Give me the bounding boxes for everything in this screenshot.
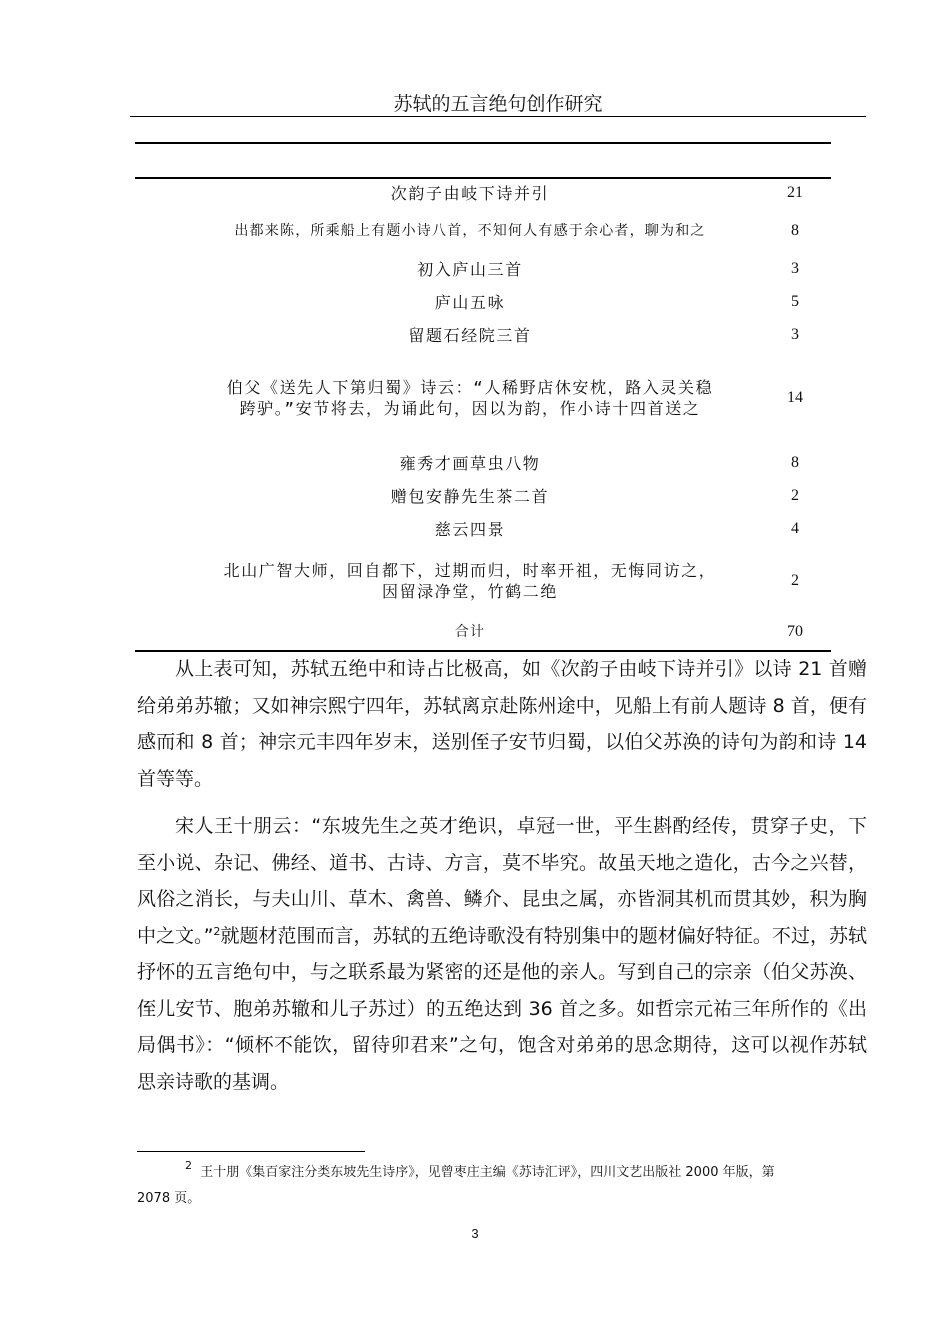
poem-title: 慈云四景 <box>434 519 506 539</box>
total-label: 合计 <box>454 623 486 640</box>
poem-title-line: 北山广智大师，回自都下，过期而归，时率开祖，无悔同访之， <box>223 561 717 580</box>
table-top-rule <box>135 142 831 144</box>
poem-title <box>135 560 805 602</box>
poem-title: 庐山五咏 <box>434 292 506 312</box>
poem-count: 3 <box>791 260 799 277</box>
paragraph-2-quote: 宋人王十朋云：“东坡先生之英才绝识，卓冠一世，平生斟酌经传，贯穿子史，下至小说、杂记、佛经、道书、古诗、方言，莫不毕究。故虽天地之造化，古今之兴替，风俗之消长，与夫山川、草木、禽兽、鳞介、昆虫之属，亦皆洞其机而贯其妙，积为胸中之文。” <box>137 815 867 947</box>
poem-count: 2 <box>791 572 799 589</box>
paragraph-2 <box>137 808 867 1100</box>
poem-count: 4 <box>791 520 799 537</box>
poem-count: 21 <box>787 184 803 201</box>
footnote <box>137 1160 837 1212</box>
table-header-rule <box>135 177 831 179</box>
footnote-number: 2 <box>185 1159 192 1172</box>
table-row <box>135 219 831 243</box>
table-row <box>135 375 831 421</box>
poem-title: 次韵子由岐下诗并引 <box>390 183 550 203</box>
poem-title-line: 跨驴。”安节将去，为诵此句，因以为韵，作小诗十四首送之 <box>239 399 701 418</box>
table-row <box>135 558 831 604</box>
table-row <box>135 323 831 347</box>
poem-title <box>135 377 805 419</box>
page-number: 3 <box>471 1226 479 1241</box>
poem-title-line: 因留渌净堂，竹鹤二绝 <box>381 582 558 601</box>
total-count: 70 <box>787 623 803 640</box>
table-row <box>135 451 831 475</box>
poem-count: 8 <box>791 454 799 471</box>
poem-title: 初入庐山三首 <box>417 259 523 279</box>
footnote-ref[interactable]: 2 <box>213 924 221 938</box>
table-total-row <box>135 620 831 644</box>
poem-count: 5 <box>791 293 799 310</box>
poem-title: 雍秀才画草虫八物 <box>399 453 541 473</box>
poem-title: 留题石经院三首 <box>408 325 532 345</box>
table-row <box>135 257 831 281</box>
poem-title: 出都来陈，所乘船上有题小诗八首，不知何人有感于余心者，聊为和之 <box>234 222 706 239</box>
paragraph-1: 从上表可知，苏轼五绝中和诗占比极高，如《次韵子由岐下诗并引》以诗 21 首赠给弟弟苏辙；又如神宗熙宁四年，苏轼离京赴陈州途中，见船上有前人题诗 8 首，便有感而和 8 首；神宗元丰四年岁末，送别侄子安节归蜀，以伯父苏涣的诗句为韵和诗 14 首等等。 <box>137 658 867 790</box>
paragraph-2-rest: 就题材范围而言，苏轼的五绝诗歌没有特别集中的题材偏好特征。不过，苏轼抒怀的五言绝句中，与之联系最为紧密的还是他的亲人。写到自己的宗亲（伯父苏涣、侄儿安节、胞弟苏辙和儿子苏过）的五绝达到 36 首之多。如哲宗元祐三年所作的《出局偶书》：“倾杯不能饮，留待卯君来”之句，饱含对弟弟的思念期待，这可以视作苏轼思亲诗歌的基调。 <box>137 924 867 1093</box>
footnote-separator <box>137 1151 365 1152</box>
table-row <box>135 181 831 205</box>
table-row <box>135 517 831 541</box>
running-header-title: 苏轼的五言绝句创作研究 <box>393 93 603 115</box>
table-row <box>135 290 831 314</box>
body-text <box>137 651 867 1100</box>
poem-title: 赠包安静先生茶二首 <box>390 486 550 506</box>
poem-count: 14 <box>787 389 803 406</box>
poem-title-line: 伯父《送先人下第归蜀》诗云：“人稀野店休安枕，路入灵关稳 <box>226 378 714 397</box>
poem-count: 8 <box>791 222 799 239</box>
footnote-text: 王十朋《集百家注分类东坡先生诗序》，见曾枣庄主编《苏诗汇评》，四川文艺出版社 2000 年版，第 <box>200 1165 775 1180</box>
table-row <box>135 484 831 508</box>
footnote-text-cont: 2078 页。 <box>137 1191 201 1206</box>
header-rule <box>130 116 866 117</box>
poem-count: 3 <box>791 326 799 343</box>
poem-count: 2 <box>791 487 799 504</box>
